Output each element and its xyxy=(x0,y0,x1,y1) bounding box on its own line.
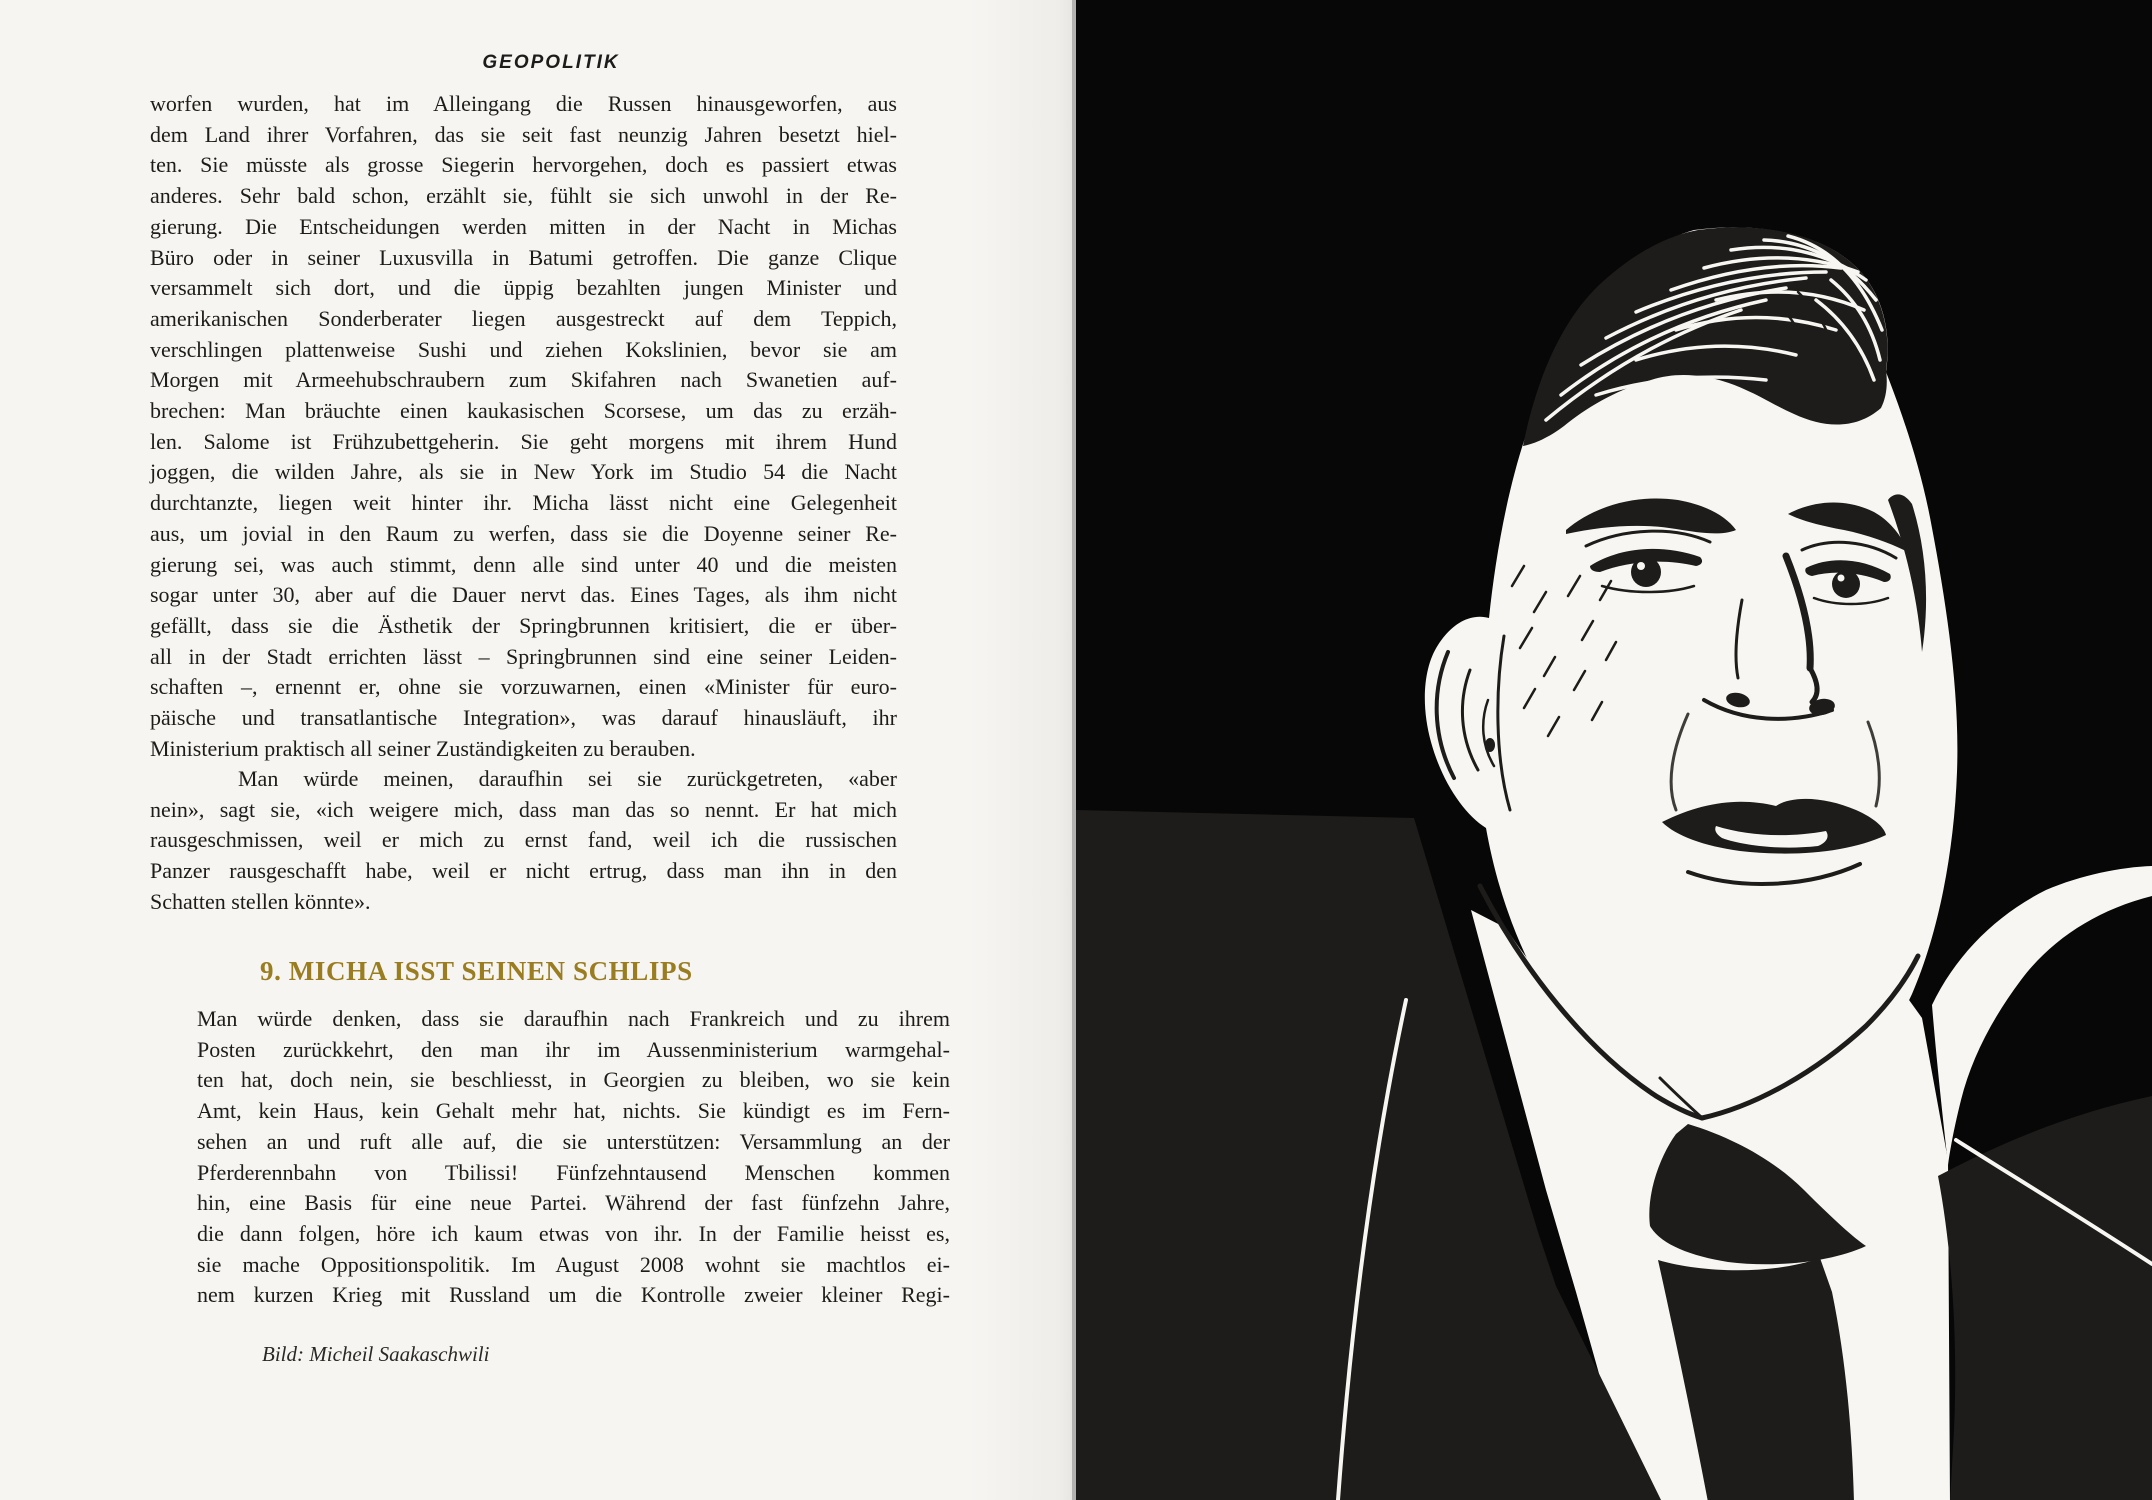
text-line: amerikanischen Sonderberater liegen ausgestreckt auf dem Teppich, xyxy=(150,305,897,331)
text-line: die dann folgen, höre ich kaum etwas von ihr. In der Familie heisst es, xyxy=(197,1220,950,1246)
ear-canal xyxy=(1485,738,1495,752)
paragraph-block-2 xyxy=(150,764,897,918)
text-line: versammelt sich dort, und die üppig bezahlten jungen Minister und xyxy=(150,275,897,301)
text-line: Amt, kein Haus, kein Gehalt mehr hat, nichts. Sie kündigt es im Fern- xyxy=(197,1098,950,1124)
text-line: sehen an und ruft alle auf, die sie unterstützen: Versammlung an der xyxy=(197,1128,950,1154)
text-line: all in der Stadt errichten lässt – Springbrunnen sind eine seiner Leiden- xyxy=(150,643,897,669)
text-line: Man würde denken, dass sie daraufhin nach Frankreich und zu ihrem xyxy=(197,1006,950,1031)
portrait-illustration xyxy=(1076,0,2152,1500)
image-credit-caption: Bild: Micheil Saakaschwili xyxy=(262,1342,490,1366)
text-line: Morgen mit Armeehubschraubern zum Skifahren nach Swanetien auf- xyxy=(150,367,897,393)
text-line: gierung sei, was auch stimmt, denn alle sind unter 40 und die meisten xyxy=(150,551,897,577)
text-line: anderes. Sehr bald schon, erzählt sie, fühlt sie sich unwohl in der Re- xyxy=(150,183,897,209)
text-line: Man würde meinen, daraufhin sei sie zurückgetreten, «aber xyxy=(238,766,897,791)
text-line: Pferderennbahn von Tbilissi! Fünfzehntausend Menschen kommen xyxy=(197,1159,950,1185)
text-line: joggen, die wilden Jahre, als sie in New York im Studio 54 die Nacht xyxy=(150,459,897,485)
text-line: verschlingen plattenweise Sushi und ziehen Kokslinien, bevor sie am xyxy=(150,336,897,362)
text-line: hin, eine Basis für eine neue Partei. Während der fast fünfzehn Jahre, xyxy=(197,1190,950,1216)
text-line: Ministerium praktisch all seiner Zuständigkeiten zu berauben. xyxy=(150,735,696,761)
paragraph-block-1 xyxy=(150,89,897,764)
chapter-heading: 9. MICHA ISST SEINEN SCHLIPS xyxy=(260,956,693,986)
text-line: ten hat, doch nein, sie beschliesst, in Georgien zu bleiben, wo sie kein xyxy=(197,1067,950,1093)
section-kicker: GEOPOLITIK xyxy=(482,52,620,73)
text-line: sogar unter 30, aber auf die Dauer nervt das. Eines Tages, als ihm nicht xyxy=(150,582,897,608)
illustration-page xyxy=(1076,0,2152,1500)
text-line: dem Land ihrer Vorfahren, das sie seit fast neunzig Jahren besetzt hiel- xyxy=(150,121,897,147)
text-line: nem kurzen Krieg mit Russland um die Kontrolle zweier kleiner Regi- xyxy=(197,1282,950,1308)
text-line: Schatten stellen könnte». xyxy=(150,888,371,914)
text-line: sie mache Oppositionspolitik. Im August 2008 wohnt sie machtlos ei- xyxy=(197,1251,950,1277)
text-line: worfen wurden, hat im Alleingang die Russen hinausgeworfen, aus xyxy=(150,91,897,116)
text-line: Büro oder in seiner Luxusvilla in Batumi getroffen. Die ganze Clique xyxy=(150,244,897,270)
text-line: gierung. Die Entscheidungen werden mitten in der Nacht in Michas xyxy=(150,213,897,239)
text-line: durchtanzte, liegen weit hinter ihr. Micha lässt nicht eine Gelegenheit xyxy=(150,490,897,516)
text-line: len. Salome ist Frühzubettgeherin. Sie geht morgens mit ihrem Hund xyxy=(150,428,897,454)
text-line: nein», sagt sie, «ich weigere mich, dass man das so nennt. Er hat mich xyxy=(150,796,897,822)
text-line: aus, um jovial in den Raum zu werfen, dass sie die Doyenne seiner Re- xyxy=(150,520,897,546)
text-line: Posten zurückkehrt, den man ihr im Aussenministerium warmgehal- xyxy=(197,1036,950,1062)
text-line: päische und transatlantische Integration», was darauf hinausläuft, ihr xyxy=(150,705,897,731)
paragraph-block-3 xyxy=(197,1004,950,1311)
text-line: schaften –, ernennt er, ohne sie vorzuwarnen, einen «Minister für euro- xyxy=(150,674,897,700)
text-line: gefällt, dass sie die Ästhetik der Springbrunnen kritisiert, die er über- xyxy=(150,612,897,638)
text-line: brechen: Man bräuchte einen kaukasischen Scorsese, um das zu erzäh- xyxy=(150,398,897,424)
text-line: ten. Sie müsste als grosse Siegerin hervorgehen, doch es passiert etwas xyxy=(150,152,897,178)
text-line: Panzer rausgeschafft habe, weil er nicht ertrug, dass man ihn in den xyxy=(150,858,897,884)
text-line: rausgeschmissen, weil er mich zu ernst fand, weil ich die russischen xyxy=(150,827,897,853)
